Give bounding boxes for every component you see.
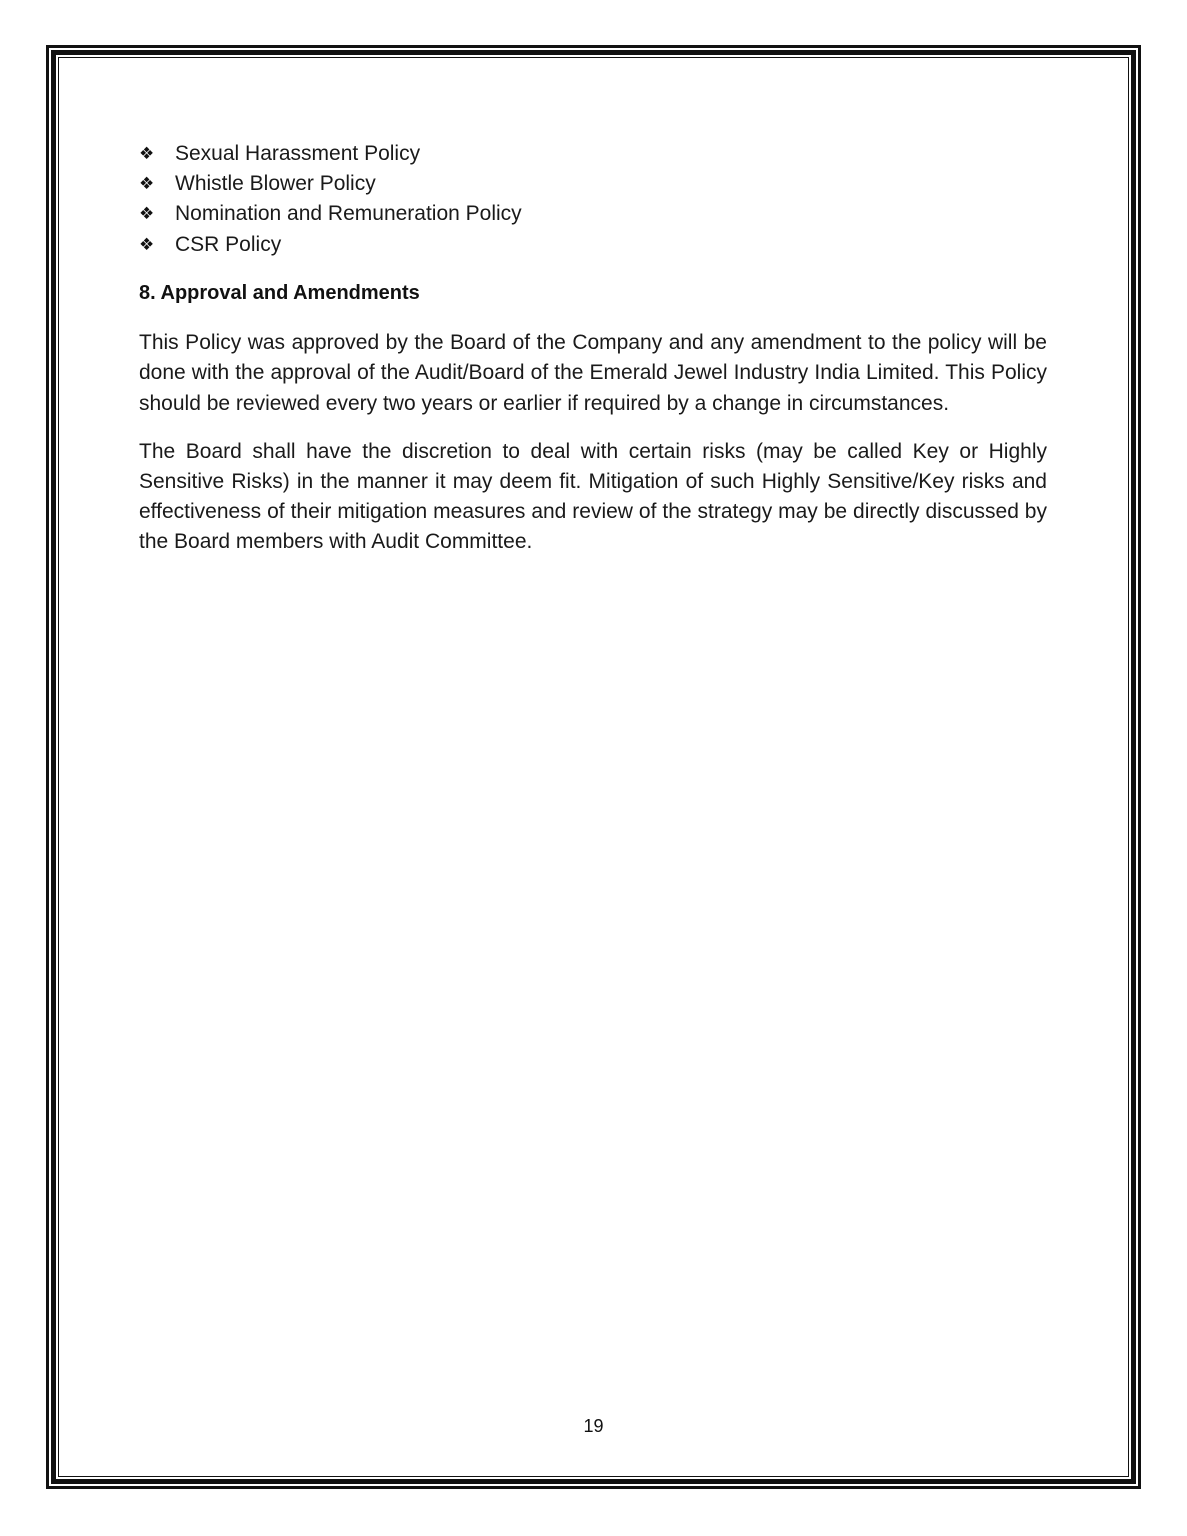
- diamond-bullet-icon: ❖: [139, 234, 155, 254]
- approval-paragraph: This Policy was approved by the Board of the Company and any amendment to the policy will be done with the approval of the Audit/Board of the Emerald Jewel Industry India Limited. This Policy should be reviewed every two years or earlier if required by a change in circumstances.: [139, 331, 1047, 415]
- page-content: [139, 138, 1047, 558]
- list-item: [139, 138, 1047, 168]
- list-item-label: Sexual Harassment Policy: [175, 141, 421, 165]
- diamond-bullet-icon: ❖: [139, 143, 155, 163]
- diamond-bullet-icon: ❖: [139, 204, 155, 224]
- list-item: [139, 229, 1047, 259]
- page-number: 19: [583, 1416, 604, 1436]
- section-heading: 8. Approval and Amendments: [139, 282, 420, 305]
- list-item: [139, 168, 1047, 198]
- diamond-bullet-icon: ❖: [139, 173, 155, 193]
- list-item-label: CSR Policy: [175, 232, 282, 256]
- list-item-label: Whistle Blower Policy: [175, 171, 376, 195]
- list-item-label: Nomination and Remuneration Policy: [175, 202, 522, 226]
- list-item: [139, 199, 1047, 229]
- board-discretion-paragraph: The Board shall have the discretion to deal with certain risks (may be called Key or Highly Sensitive Risks) in the manner it may deem fit. Mitigation of such Highly Sensitive/Key risks and effectiveness of their mitigation measures and review of the strategy may be directly discussed by the Board members with Audit Committee.: [139, 439, 1047, 554]
- policy-list: [139, 138, 1047, 259]
